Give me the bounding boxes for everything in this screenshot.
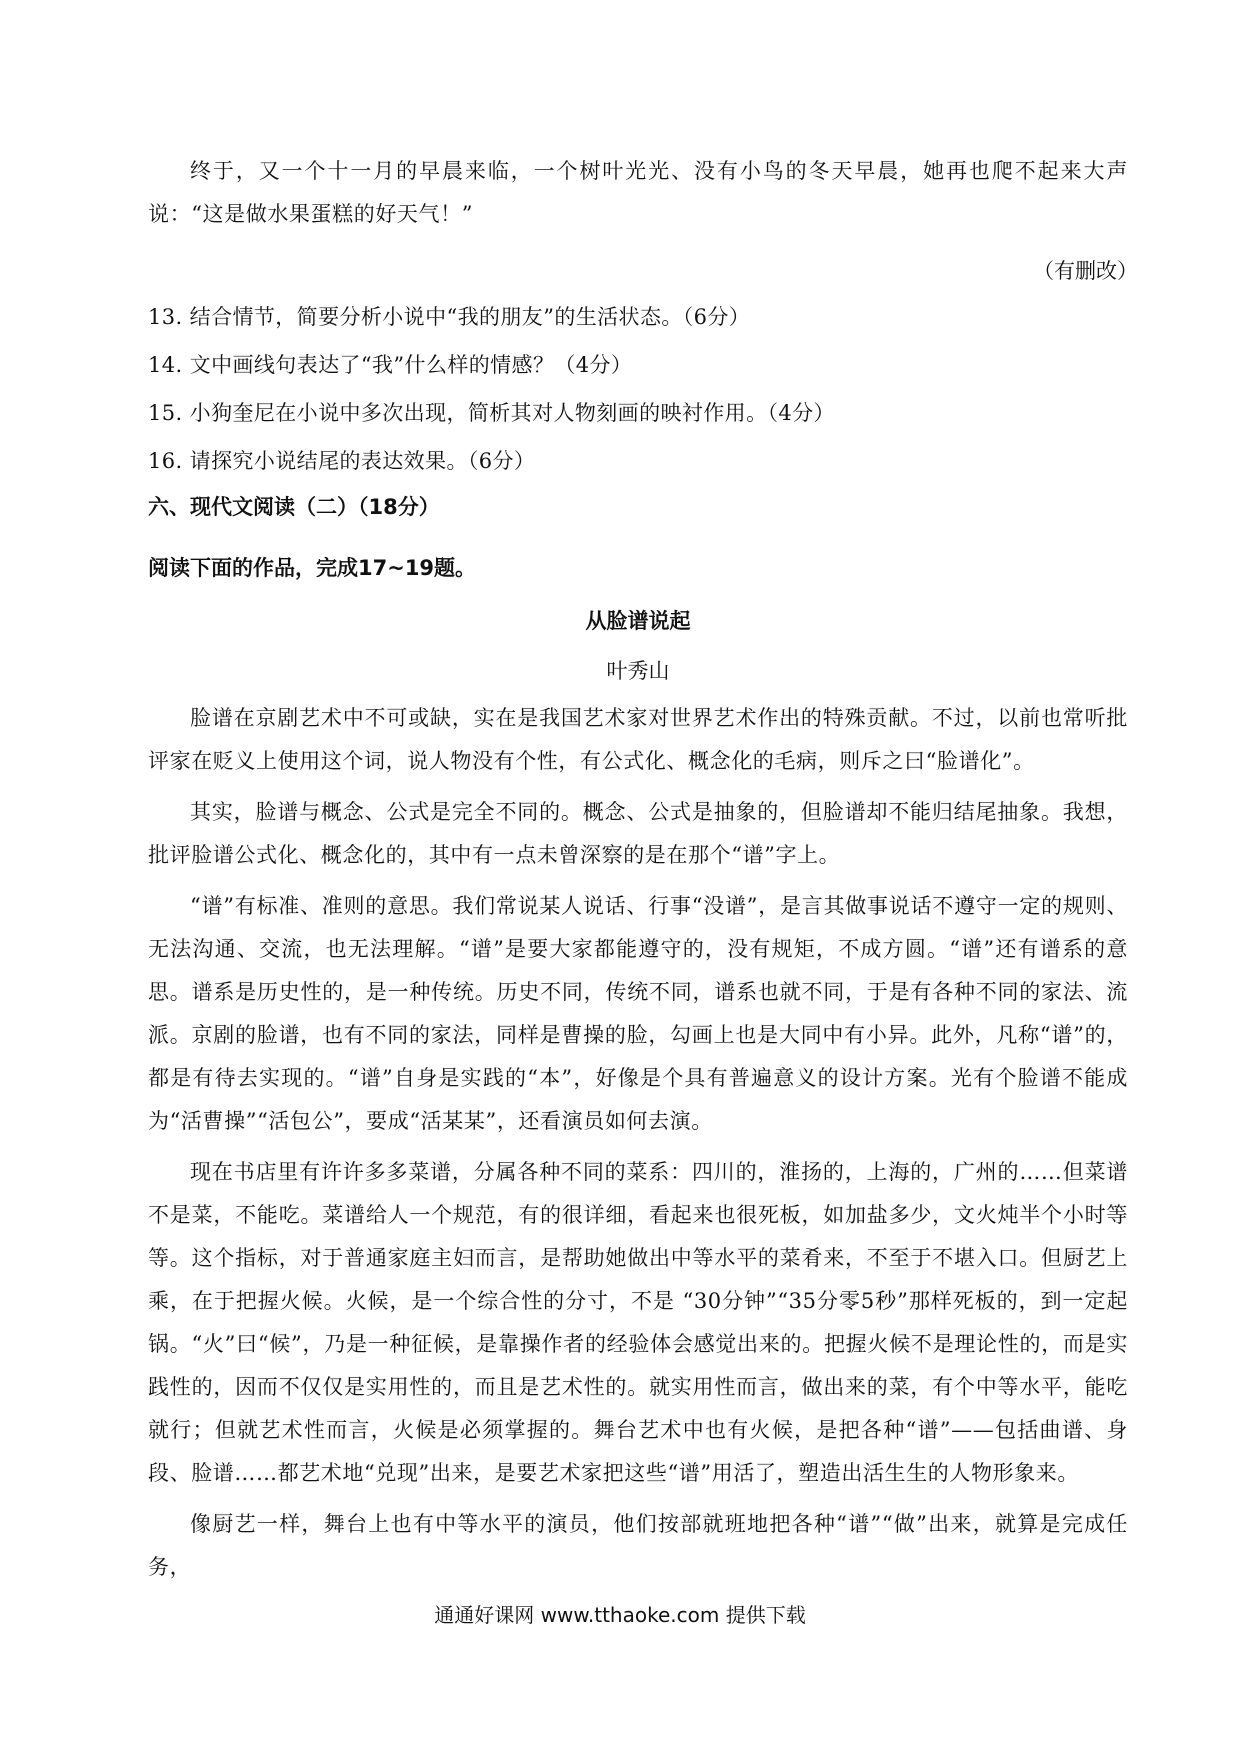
question-15: 15. 小狗奎尼在小说中多次出现，简析其对人物刻画的映衬作用。（4分） (148, 401, 835, 425)
article-paragraph: 脸谱在京剧艺术中不可或缺，实在是我国艺术家对世界艺术作出的特殊贡献。不过，以前也常听批评家在贬义上使用这个词，说人物没有个性，有公式化、概念化的毛病，则斥之曰“脸谱化”。 (148, 706, 1128, 773)
page-content (148, 150, 1138, 1597)
download-footer: 通通好课网 www.tthaoke.com 提供下载 (434, 1603, 806, 1627)
abridged-note: （有删改） (1033, 259, 1138, 283)
story-final-paragraph: 终于，又一个十一月的早晨来临，一个树叶光光、没有小鸟的冬天早晨，她再也爬不起来大声说：“这是做水果蛋糕的好天气！” (148, 159, 1128, 226)
article-paragraph: “谱”有标准、准则的意思。我们常说某人说话、行事“没谱”，是言其做事说话不遵守一定的规则、无法沟通、交流，也无法理解。“谱”是要大家都能遵守的，没有规矩，不成方圆。“谱”还有谱系的意思。谱系是历史性的，是一种传统。历史不同，传统不同，谱系也就不同，于是有各种不同的家法、流派。京剧的脸谱，也有不同的家法，同样是曹操的脸，勾画上也是大同中有小异。此外，凡称“谱”的，都是有待去实现的。“谱”自身是实践的“本”，好像是个具有普遍意义的设计方案。光有个脸谱不能成为“活曹操”“活包公”，要成“活某某”，还看演员如何去演。 (148, 894, 1128, 1133)
question-list (148, 293, 1128, 485)
question-16: 16. 请探究小说结尾的表达效果。（6分） (148, 449, 536, 473)
article-author: 叶秀山 (606, 659, 670, 683)
section-heading: 六、现代文阅读（二）（18分） (148, 495, 440, 519)
article-body (148, 697, 1128, 1589)
reading-instruction: 阅读下面的作品，完成17~19题。 (148, 556, 477, 580)
article-title: 从脸谱说起 (585, 609, 691, 633)
article-paragraph: 其实，脸谱与概念、公式是完全不同的。概念、公式是抽象的，但脸谱却不能归结尾抽象。我想，批评脸谱公式化、概念化的，其中有一点未曾深察的是在那个“谱”字上。 (148, 800, 1128, 867)
article-paragraph: 像厨艺一样，舞台上也有中等水平的演员，他们按部就班地把各种“谱”“做”出来，就算是完成任务， (148, 1512, 1128, 1579)
question-13: 13. 结合情节，简要分析小说中“我的朋友”的生活状态。（6分） (148, 305, 751, 329)
question-14: 14. 文中画线句表达了“我”什么样的情感？（4分） (148, 353, 633, 377)
article-paragraph: 现在书店里有许许多多菜谱，分属各种不同的菜系：四川的，淮扬的，上海的，广州的……但菜谱不是菜，不能吃。菜谱给人一个规范，有的很详细，看起来也很死板，如加盐多少，文火炖半个小时等等。这个指标，对于普通家庭主妇而言，是帮助她做出中等水平的菜肴来，不至于不堪入口。但厨艺上乘，在于把握火候。火候，是一个综合性的分寸，不是 “30分钟”“35分零5秒”那样死板的，到一定起锅。“火”曰“候”，乃是一种征候，是靠操作者的经验体会感觉出来的。把握火候不是理论性的，而是实践性的，因而不仅仅是实用性的，而且是艺术性的。就实用性而言，做出来的菜，有个中等水平，能吃就行；但就艺术性而言，火候是必须掌握的。舞台艺术中也有火候，是把各种“谱”——包括曲谱、身段、脸谱……都艺术地“兑现”出来，是要艺术家把这些“谱”用活了，塑造出活生生的人物形象来。 (148, 1160, 1128, 1485)
